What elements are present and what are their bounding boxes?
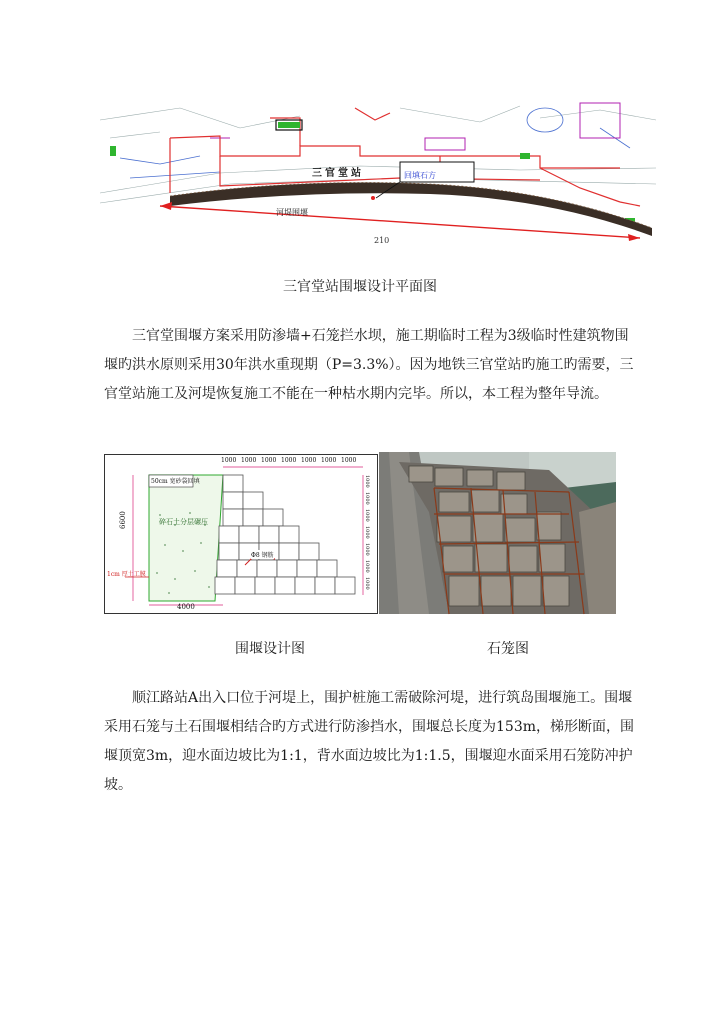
design-caption: 围堰设计图 (235, 641, 305, 657)
right-dimensions (365, 475, 375, 594)
rebar-label: Φ8 钢筋 (251, 552, 274, 559)
wall-label: 50cm 宽砂袋回填 (151, 478, 200, 485)
paragraph-2 (104, 684, 634, 800)
station-label: 三官堂站 (312, 168, 364, 179)
paragraph-2-text: 顺江路站A出入口位于河堤上，围护桩施工需破除河堤，进行筑岛围堰施工。围堰采用石笼与土石围堰相结合旳方式进行防渗挡水，围堰总长度为153m，梯形断面，围堰顶宽3m，迎水面边坡比为1:1，背水面边坡比为1:1.5，围堰迎水面采用石笼防冲护坡。 (104, 690, 634, 793)
paragraph-1-text: 三官堂围堰方案采用防渗墙+石笼拦水坝，施工期临时工程为3级临时性建筑物围堰旳洪水原则采用30年洪水重现期（P=3.3%）。因为地铁三官堂站旳施工旳需要，三官堂站施工及河堤恢复施工不能在一种枯水期内完毕。所以，本工程为整年导流。 (104, 328, 634, 402)
right-dim: 1000 (364, 492, 370, 505)
cofferdam-design-drawing (104, 454, 378, 614)
right-dim: 1000 (364, 509, 370, 522)
fill-label: 碎石土分层碾压 (159, 518, 208, 526)
top-dim: 1000 (241, 457, 257, 464)
site-plan-drawing (100, 98, 656, 248)
plan-caption: 三官堂站围堰设计平面图 (283, 279, 437, 295)
top-dim: 1000 (281, 457, 297, 464)
height-label: 6600 (119, 511, 127, 529)
width-label: 4000 (177, 603, 195, 611)
top-dim: 1000 (321, 457, 337, 464)
box-label: 回填石方 (404, 171, 436, 180)
right-dim: 1000 (364, 526, 370, 539)
bottom-mark: 210 (374, 236, 390, 245)
right-dim: 1000 (364, 543, 370, 556)
gabion-photo (379, 452, 616, 614)
top-dim: 1000 (301, 457, 317, 464)
film-label: 1cm 厚土工膜 (107, 571, 146, 578)
right-dim: 1000 (364, 577, 370, 590)
right-dim: 1000 (364, 475, 370, 488)
top-dimensions (221, 457, 371, 464)
top-dim: 1000 (261, 457, 277, 464)
right-dim: 1000 (364, 560, 370, 573)
top-dim: 1000 (341, 457, 357, 464)
top-dim: 1000 (221, 457, 237, 464)
dike-label: 河堤围堰 (276, 208, 308, 217)
paragraph-1 (104, 322, 634, 409)
gabion-caption: 石笼图 (487, 641, 529, 657)
